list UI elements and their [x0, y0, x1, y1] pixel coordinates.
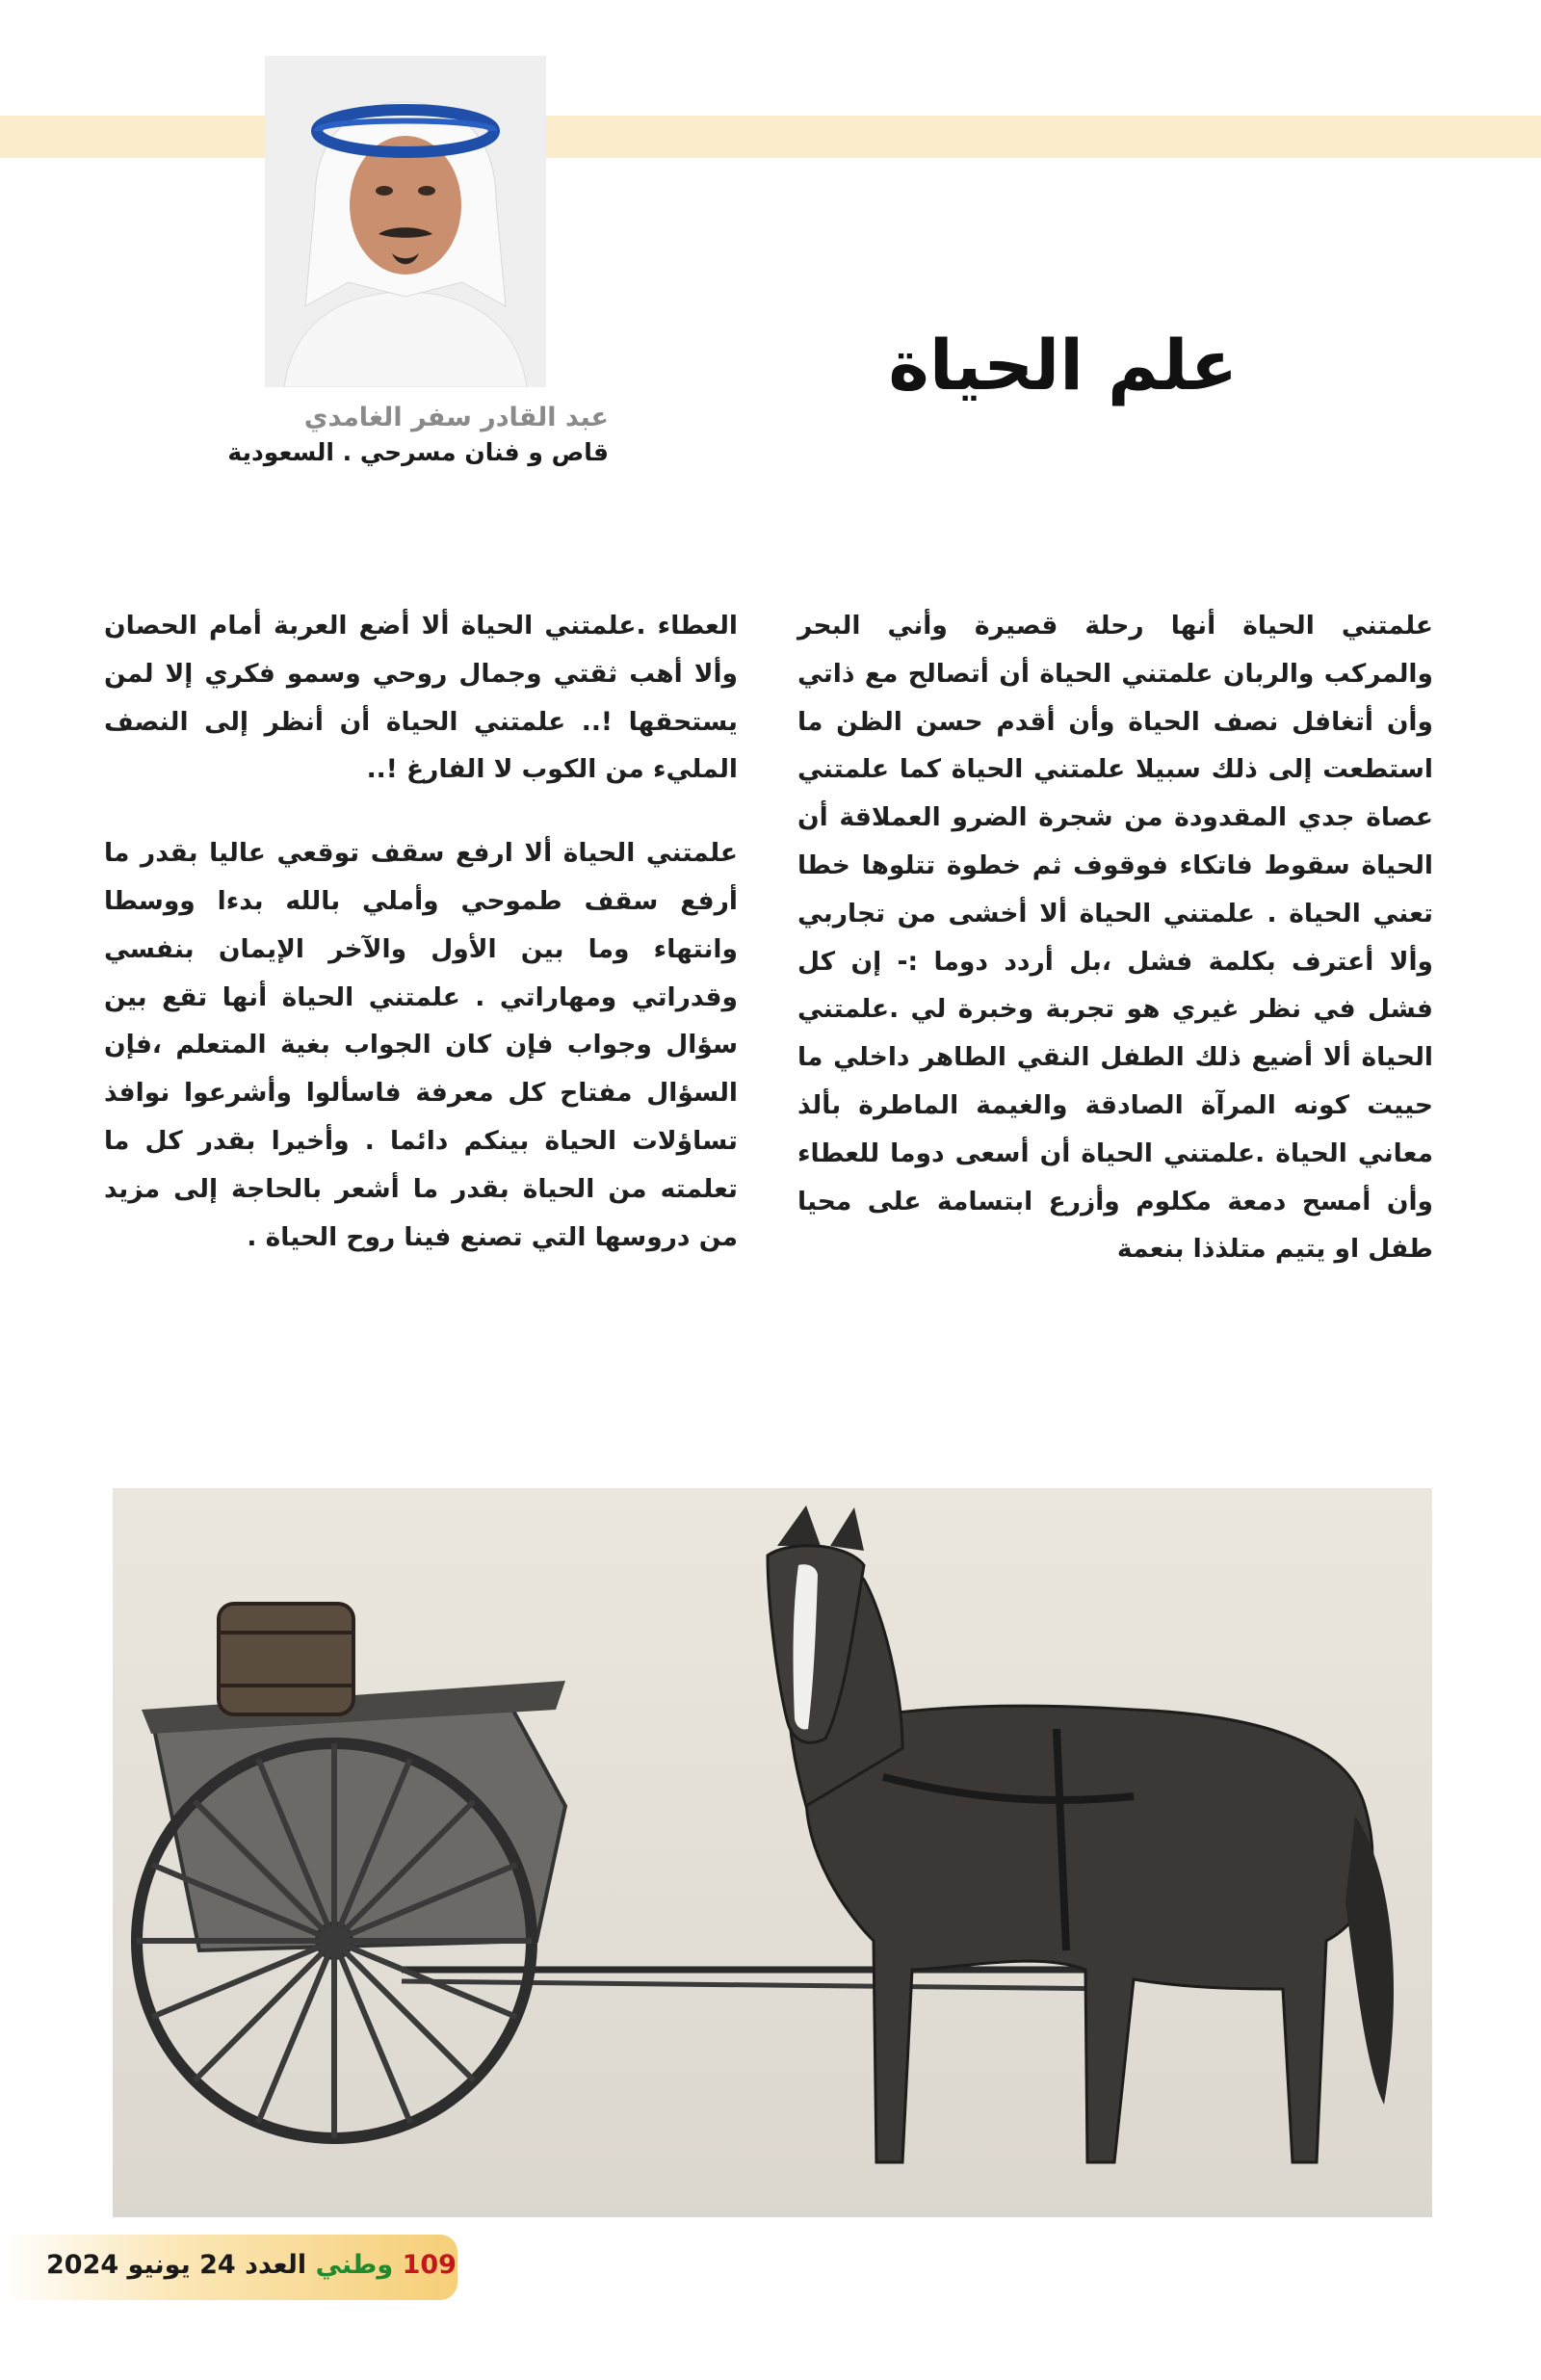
author-photo — [265, 56, 546, 387]
article-title: علم الحياة — [888, 325, 1238, 406]
article-paragraph: علمتني الحياة ألا ارفع سقف توقعي عاليا بقدر ما أرفع سقف طموحي وأملي بالله بدءا ووسطا وانتهاء وما بين الأول والآخر الإيمان بنفسي وقدراتي ومهاراتي . علمتني الحياة أنها تقع بين سؤال وجواب فإن كان الجواب بغية المتعلم ،فإن السؤال مفتاح كل معرفة فاسألوا وأشرعوا نوافذ تساؤلات الحياة بينكم دائما . وأخيرا بقدر كل ما تعلمته من الحياة بقدر ما أشعر بالحاجة إلى مزيد من دروسها التي تصنع فينا روح الحياة . — [104, 838, 738, 1252]
header-band — [0, 116, 1541, 158]
issue-info: العدد 24 يونيو 2024 — [46, 2250, 307, 2280]
magazine-name: وطني — [315, 2250, 394, 2280]
article-paragraph: علمتني الحياة أنها رحلة قصيرة وأني البحر والمركب والربان علمتني الحياة أن أتصالح مع ذاتي وأن أتغافل نصف الحياة وأن أقدم حسن الظن ما استطعت إلى ذلك سبيلا علمتني الحياة كما علمتني عصاة جدي المقدودة من شجرة الضرو العملاقة أن الحياة سقوط فاتكاء فوقوف ثم خطوة تتلوها خطا تعني الحياة . علمتني الحياة ألا أخشى من تجاربي وألا أعترف بكلمة فشل ،بل أردد دوما :- إن كل فشل في نظر غيري هو تجربة وخبرة لي .علمتني الحياة ألا أضيع ذلك الطفل النقي الطاهر داخلي ما حييت كونه المرآة الصادقة والغيمة الماطرة بألذ معاني الحياة .علمتني الحياة أن أسعى دوما للعطاء وأن أمسح دمعة مكلوم وأزرع ابتسامة على محيا طفل او يتيم متلذذا بنعمة — [797, 611, 1433, 1265]
article-column-left — [104, 602, 738, 1261]
article-column-right — [797, 602, 1433, 1273]
horse-cart-photo — [113, 1488, 1432, 2217]
page-number: 109 — [402, 2250, 457, 2280]
page-footer — [0, 2235, 457, 2300]
footer-text — [46, 2250, 457, 2280]
author-title: قاص و فنان مسرحي . السعودية — [227, 438, 609, 466]
author-name: عبد القادر سفر الغامدي — [303, 403, 609, 432]
article-paragraph: العطاء .علمتني الحياة ألا أضع العربة أمام الحصان وألا أهب ثقتي وجمال روحي وسمو فكري إلا لمن يستحقها !.. علمتني الحياة أن أنظر إلى النصف المليء من الكوب لا الفارغ !.. — [104, 611, 738, 785]
